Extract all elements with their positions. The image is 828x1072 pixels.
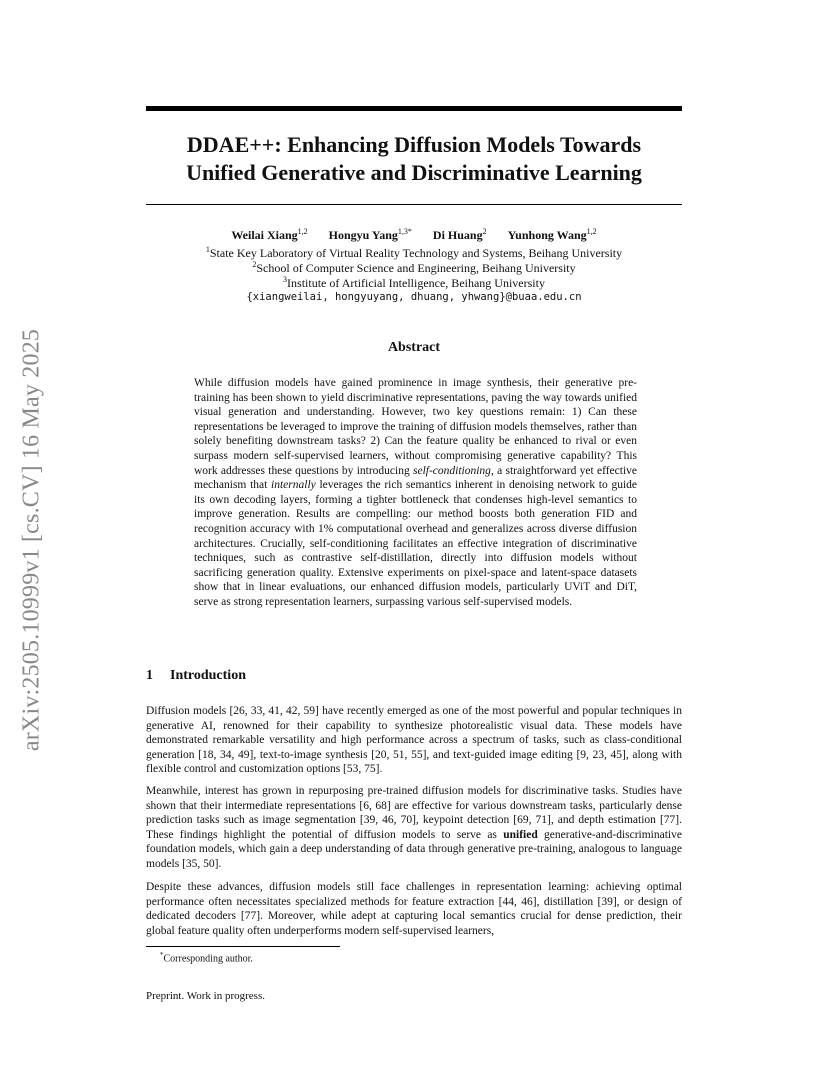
intro-paragraph-1: Diffusion models [26, 33, 41, 42, 59] have recently emerged as one of the most powerful and popular techniques in generative AI, renowned for their capability to synthesize photorealistic visual data. These models have demonstrated remarkable versatility and high performance across a spectrum of tasks, such as class-conditional generation [18, 34, 49], text-to-image synthesis [20, 51, 55], and text-guided image editing [9, 23, 45], along with flexible control and customization options [53, 75]. xyxy=(146,705,682,776)
footnote: *Corresponding author. xyxy=(160,951,253,965)
section-heading-introduction xyxy=(146,668,246,684)
affiliation: $^1$State Key Laboratory of Virtual Reality Technology and Systems, Beihang University xyxy=(205,245,623,260)
affiliation: $^3$Institute of Artificial Intelligence, Beihang University xyxy=(283,275,545,290)
preprint-notice: Preprint. Work in progress. xyxy=(146,990,265,1002)
intro-paragraph-3: Despite these advances, diffusion models still face challenges in representation learning: achieving optimal performance often necessitates specialized methods for feature extraction [44, 46], distillation [39], or design of dedicated decoders [77]. Moreover, while adept at capturing local semantics crucial for dense prediction, their global feature quality often underperforms modern self-supervised learners, xyxy=(146,881,682,937)
abstract-body: While diffusion models have gained prominence in image synthesis, their generative pre-training has been shown to yield discriminative representations, paving the way towards unified visual generation and understanding. However, two key questions remain: 1) Can these representations be leveraged to improve the training of diffusion models themselves, rather than solely benefiting downstream tasks? 2) Can the feature quality be enhanced to rival or even surpass modern self-supervised learners, without compromising generative capability? This work addresses these questions by introducing self-conditioning, a straightforward yet effective mechanism that internally leverages the rich semantics inherent in denoising network to guide its own decoding layers, forming a tighter bottleneck that condenses high-level semantics to improve generation. Results are compelling: our method boosts both generation FID and recognition accuracy with 1% computational overhead and generalizes across diverse diffusion architectures. Crucially, self-conditioning facilitates an effective integration of discriminative techniques, such as contrastive self-distillation, directly into diffusion models without sacrificing generation quality. Extensive experiments on pixel-space and latent-space datasets show that in linear evaluations, our enhanced diffusion models, particularly UViT and DiT, serve as strong representation learners, surpassing various self-supervised models. xyxy=(194,377,637,608)
section-title: Introduction xyxy=(170,668,246,683)
author: Di Huang$^2$ xyxy=(432,227,487,242)
title-line-1: DDAE++: Enhancing Diffusion Models Towards xyxy=(186,132,642,157)
author: Yunhong Wang$^{1,2}$ xyxy=(507,227,597,242)
footnote-rule xyxy=(146,946,340,947)
arxiv-identifier: arXiv:2505.10999v1 [cs.CV] 16 May 2025 xyxy=(18,328,45,752)
title-top-rule xyxy=(146,106,682,111)
author-emails: {xiangweilai, hongyuyang, dhuang, yhwang}@buaa.edu.cn xyxy=(246,291,582,303)
abstract-heading: Abstract xyxy=(387,340,441,355)
author: Hongyu Yang$^{1,3*}$ xyxy=(328,227,412,242)
author: Weilai Xiang$^{1,2}$ xyxy=(231,227,308,242)
arxiv-sidebar xyxy=(10,300,54,780)
title-line-2: Unified Generative and Discriminative Learning xyxy=(186,160,642,185)
intro-paragraph-2: Meanwhile, interest has grown in repurposing pre-trained diffusion models for discriminative tasks. Studies have shown that their intermediate representations [6, 68] are effective for various downstream tasks, particularly dense prediction tasks such as image segmentation [39, 46, 70], keypoint detection [69, 71], and depth estimation [77]. These findings highlight the potential of diffusion models to serve as unified generative-and-discriminative foundation models, which gain a deep understanding of data through generative pre-training, analogous to language models [35, 50]. xyxy=(146,785,682,870)
title-bottom-rule xyxy=(146,204,682,205)
affiliation: $^2$School of Computer Science and Engineering, Beihang University xyxy=(252,260,576,275)
author-list xyxy=(146,227,682,243)
section-number: 1 xyxy=(146,668,153,683)
paper-title xyxy=(146,131,682,187)
